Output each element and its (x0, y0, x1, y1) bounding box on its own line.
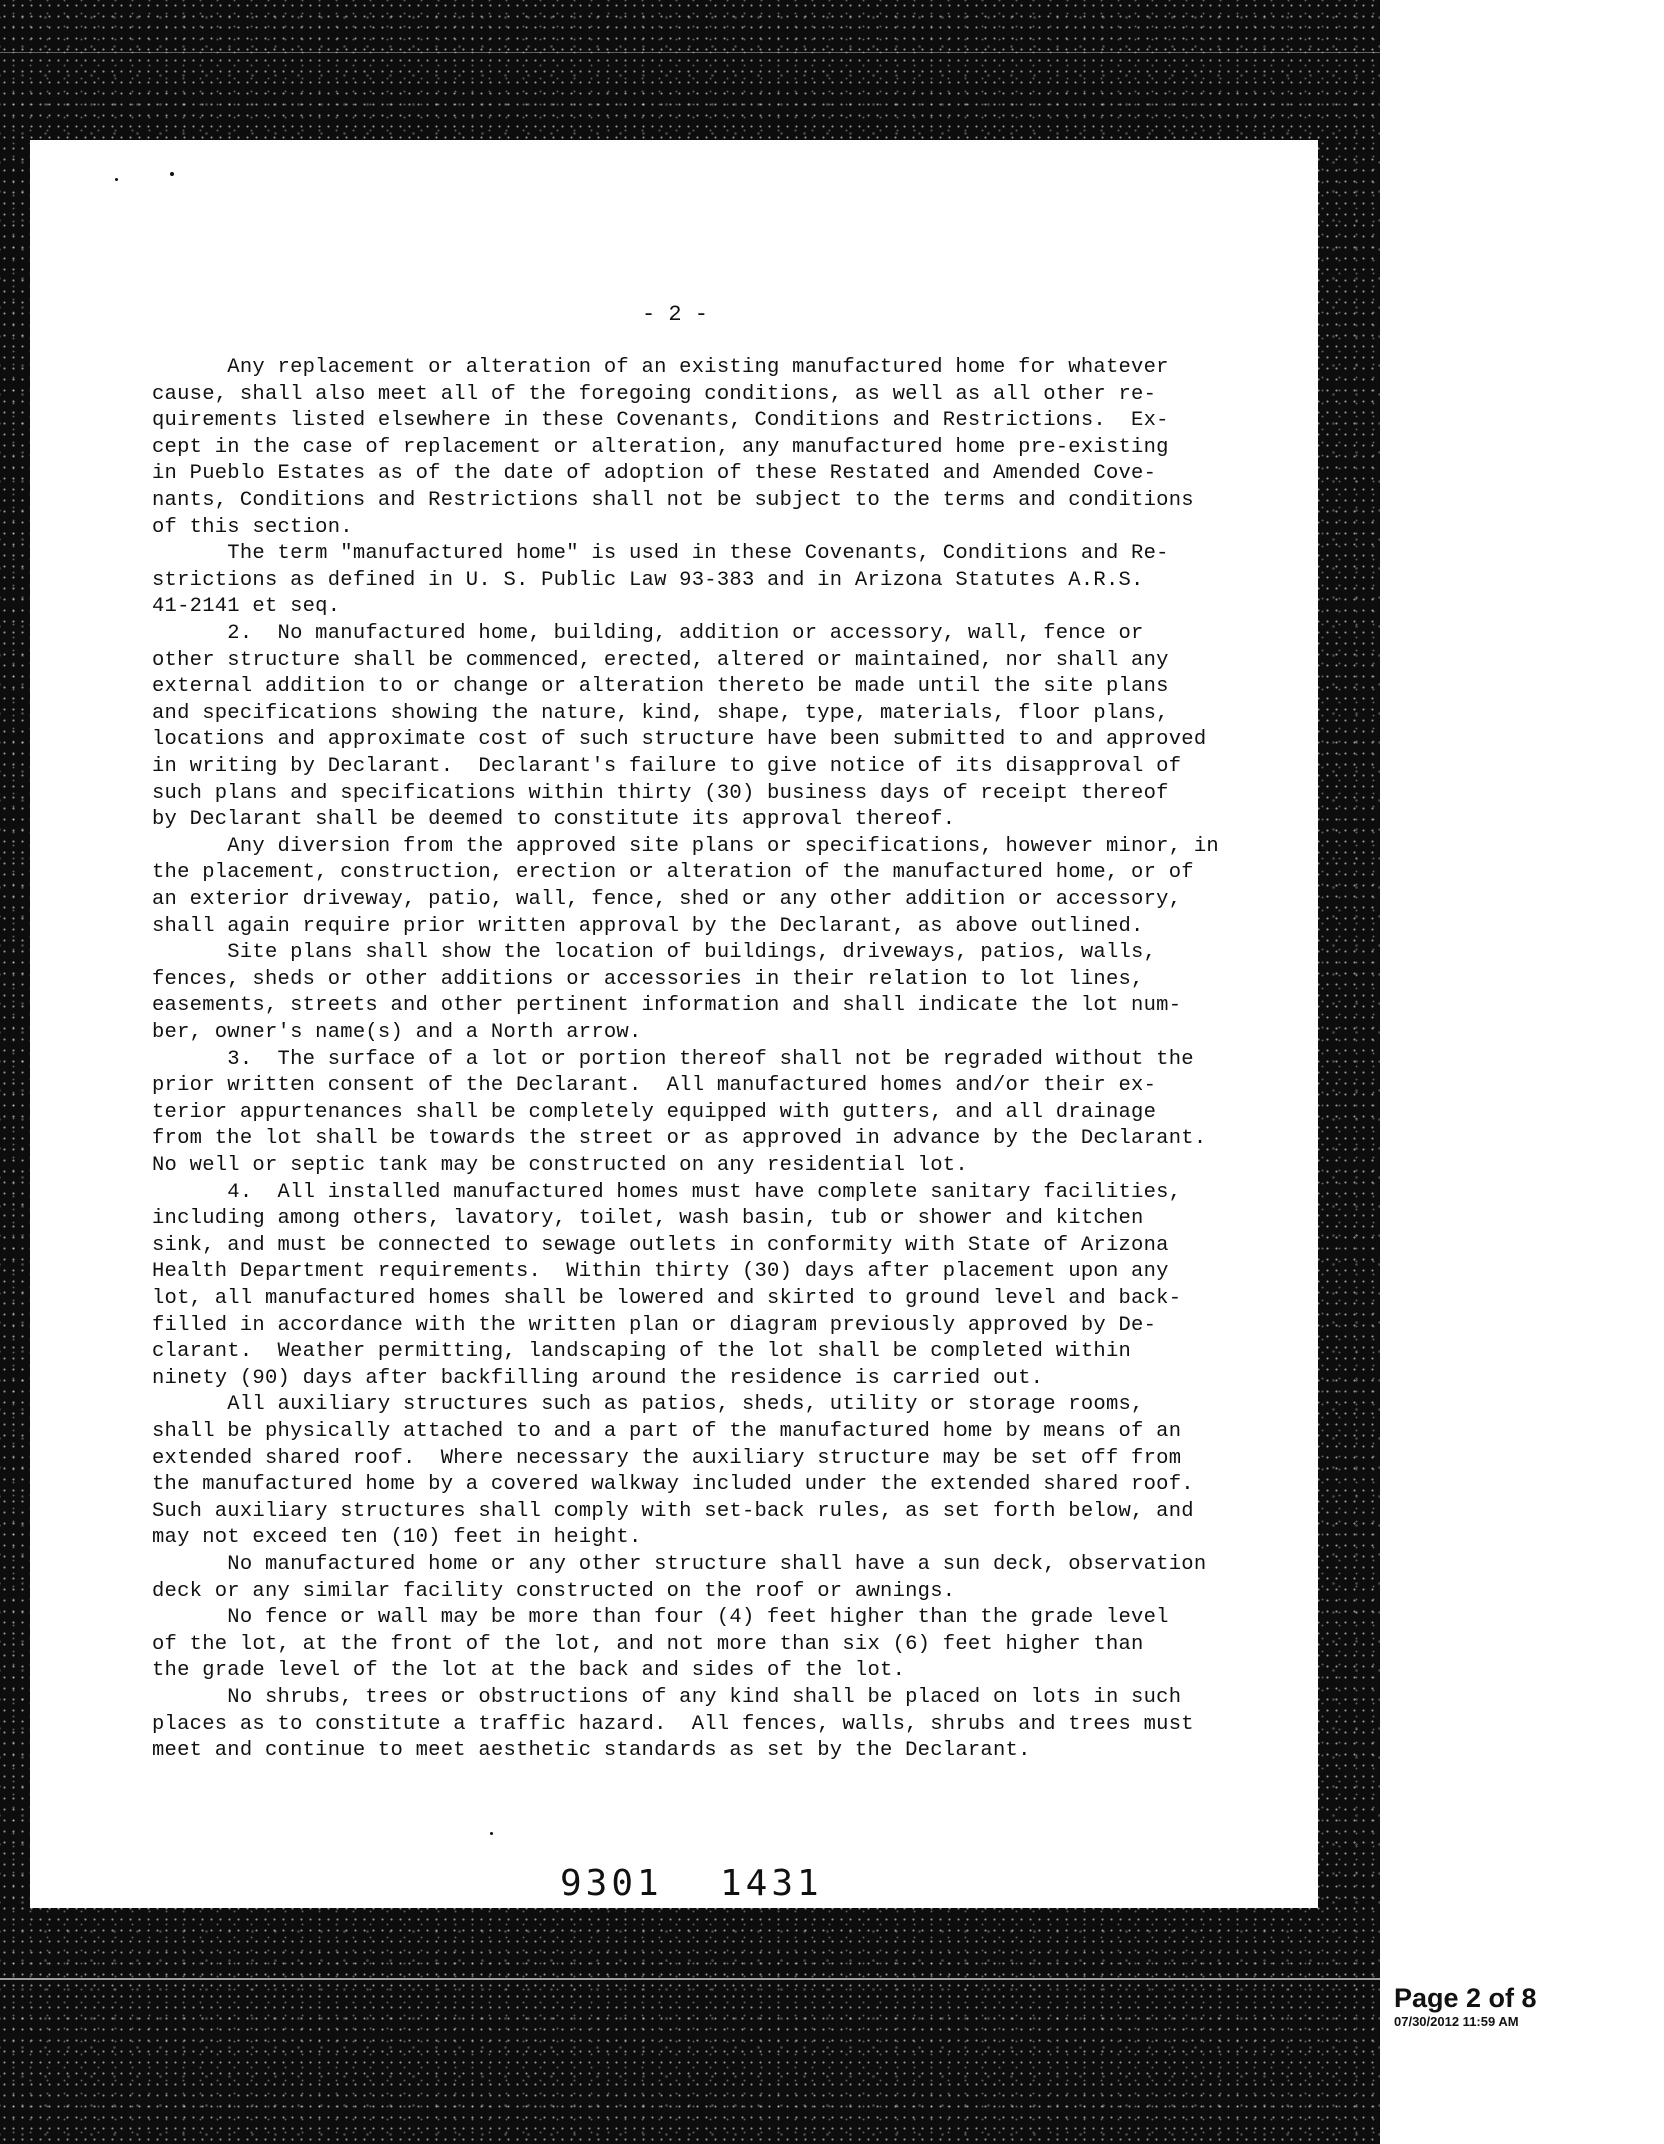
document-line: No shrubs, trees or obstructions of any kind shall be placed on lots in such (152, 1686, 1182, 1709)
document-line: 4. All installed manufactured homes must have complete sanitary facilities, (152, 1180, 1182, 1204)
document-line: meet and continue to meet aesthetic standards as set by the Declarant. (152, 1739, 1031, 1763)
speck-mark (170, 172, 174, 176)
document-line: external addition to or change or alteration thereto be made until the site plans (152, 675, 1169, 699)
document-line: in Pueblo Estates as of the date of adoption of these Restated and Amended Cove- (152, 462, 1157, 486)
document-line: 2. No manufactured home, building, addition or accessory, wall, fence or (152, 622, 1144, 645)
document-line: the grade level of the lot at the back and sides of the lot. (152, 1659, 906, 1683)
document-line: by Declarant shall be deemed to constitute its approval thereof. (152, 808, 956, 832)
document-line: ber, owner's name(s) and a North arrow. (152, 1021, 642, 1044)
recording-number-left: 9301 (560, 1863, 663, 1904)
document-line: ninety (90) days after backfilling around the residence is carried out. (152, 1366, 1044, 1390)
document-line: places as to constitute a traffic hazard. All fences, walls, shrubs and trees must (152, 1712, 1194, 1736)
document-line: of this section. (152, 515, 353, 539)
document-line: locations and approximate cost of such structure have been submitted to and approved (152, 728, 1207, 752)
document-line: sink, and must be connected to sewage outlets in conformity with State of Arizona (152, 1233, 1169, 1257)
document-line: prior written consent of the Declarant. All manufactured homes and/or their ex- (152, 1074, 1157, 1098)
document-line: quirements listed elsewhere in these Covenants, Conditions and Restrictions. Ex- (152, 409, 1169, 433)
document-line: deck or any similar facility constructed on the roof or awnings. (152, 1579, 956, 1603)
document-line: in writing by Declarant. Declarant's failure to give notice of its disapproval of (152, 755, 1182, 778)
document-line: strictions as defined in U. S. Public Law 93-383 and in Arizona Statutes A.R.S. (152, 568, 1144, 592)
page-count-label: Page 2 of 8 (1394, 1983, 1537, 2013)
document-line: shall be physically attached to and a part of the manufactured home by means of an (152, 1420, 1182, 1443)
document-line: terior appurtenances shall be completely equipped with gutters, and all drainage (152, 1100, 1157, 1124)
document-line: the manufactured home by a covered walkway included under the extended shared roof. (152, 1473, 1194, 1497)
document-page (30, 140, 1318, 1908)
document-line: Site plans shall show the location of buildings, driveways, patios, walls, (152, 941, 1157, 965)
document-line: shall again require prior written approval by the Declarant, as above outlined. (152, 914, 1144, 938)
document-line: cause, shall also meet all of the foregoing conditions, as well as all other re- (152, 382, 1157, 406)
speck-mark (490, 1832, 493, 1835)
document-line: clarant. Weather permitting, landscaping of the lot shall be completed within (152, 1340, 1132, 1364)
document-line: No well or septic tank may be constructed on any residential lot. (152, 1154, 968, 1177)
document-line: 3. The surface of a lot or portion thereof shall not be regraded without the (152, 1047, 1194, 1071)
speck-mark (115, 178, 118, 181)
document-line: Such auxiliary structures shall comply with set-back rules, as set forth below, and (152, 1499, 1194, 1523)
document-line: of the lot, at the front of the lot, and not more than six (6) feet higher than (152, 1632, 1144, 1656)
document-line: 41-2141 et seq. (152, 595, 341, 619)
document-line: nants, Conditions and Restrictions shall not be subject to the terms and conditions (152, 489, 1194, 512)
document-line: and specifications showing the nature, kind, shape, type, materials, floor plans, (152, 701, 1169, 725)
document-line: lot, all manufactured homes shall be lowered and skirted to ground level and back- (152, 1287, 1182, 1310)
recording-number-right: 1431 (720, 1863, 823, 1904)
document-line: such plans and specifications within thirty (30) business days of receipt thereof (152, 781, 1169, 805)
document-line: easements, streets and other pertinent information and shall indicate the lot num- (152, 994, 1182, 1018)
document-line: fences, sheds or other additions or accessories in their relation to lot lines, (152, 967, 1144, 991)
document-line: Health Department requirements. Within thirty (30) days after placement upon any (152, 1260, 1169, 1284)
page-stamp (1394, 1982, 1654, 2030)
document-line: from the lot shall be towards the street or as approved in advance by the Declarant. (152, 1127, 1207, 1151)
document-line: may not exceed ten (10) feet in height. (152, 1526, 642, 1550)
document-line: an exterior driveway, patio, wall, fence, shed or any other addition or accessory, (152, 888, 1182, 911)
document-line: including among others, lavatory, toilet, wash basin, tub or shower and kitchen (152, 1207, 1144, 1231)
document-line: The term "manufactured home" is used in these Covenants, Conditions and Re- (152, 542, 1169, 566)
document-line: other structure shall be commenced, erected, altered or maintained, nor shall any (152, 648, 1169, 672)
document-line: Any diversion from the approved site plans or specifications, however minor, in (152, 834, 1219, 858)
document-line: No fence or wall may be more than four (4) feet higher than the grade level (152, 1606, 1169, 1630)
document-line: All auxiliary structures such as patios, sheds, utility or storage rooms, (152, 1393, 1144, 1417)
document-line: the placement, construction, erection or alteration of the manufactured home, or of (152, 861, 1194, 885)
document-line: cept in the case of replacement or alteration, any manufactured home pre-existing (152, 435, 1169, 459)
print-datetime: 07/30/2012 11:59 AM (1394, 2014, 1519, 2029)
document-line: No manufactured home or any other structure shall have a sun deck, observation (152, 1553, 1207, 1576)
page-number: - 2 - (642, 302, 709, 327)
document-line: filled in accordance with the written plan or diagram previously approved by De- (152, 1313, 1157, 1337)
document-line: Any replacement or alteration of an existing manufactured home for whatever (152, 356, 1169, 379)
document-line: extended shared roof. Where necessary the auxiliary structure may be set off from (152, 1446, 1182, 1470)
